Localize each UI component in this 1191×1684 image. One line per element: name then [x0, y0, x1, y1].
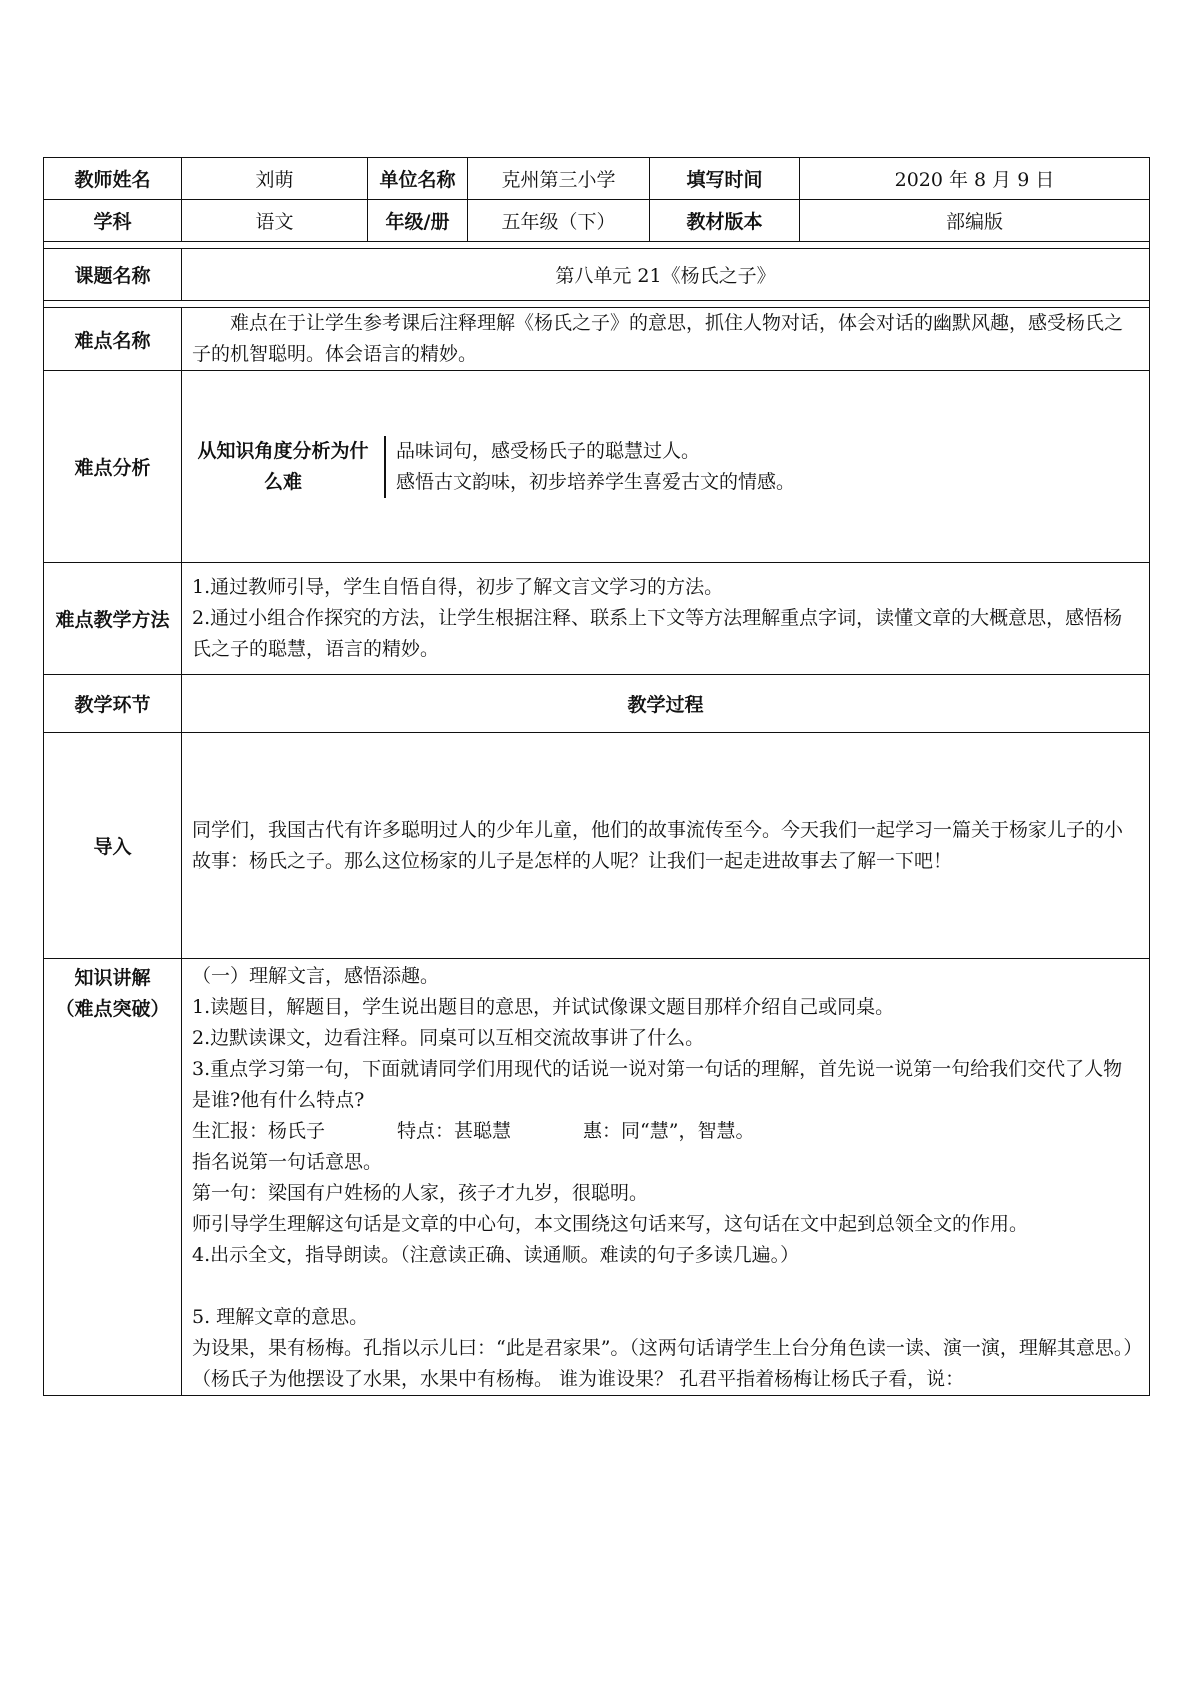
knowledge-line: （杨氏子为他摆设了水果，水果中有杨梅。 谁为谁设果？ 孔君平指着杨梅让杨氏子看，说：	[192, 1368, 965, 1390]
knowledge-line: 指名说第一句话意思。	[192, 1151, 383, 1173]
subject-label: 学科	[44, 200, 182, 242]
teacher-label: 教师姓名	[44, 158, 182, 200]
intro-row	[44, 733, 1150, 959]
edition-label: 教材版本	[650, 200, 800, 242]
knowledge-line: 2.边默读课文，边看注释。同桌可以互相交流故事讲了什么。	[192, 1027, 705, 1049]
analysis-reason-1: 品味词句，感受杨氏子的聪慧过人。	[396, 439, 701, 462]
lesson-plan-page	[43, 157, 1149, 1440]
analysis-content	[182, 371, 1150, 563]
method-line-1: 1.通过教师引导，学生自悟自得，初步了解文言文学习的方法。	[192, 576, 724, 598]
difficulty-row	[44, 308, 1150, 371]
spacer	[44, 301, 1150, 308]
spacer	[44, 242, 1150, 249]
date-label: 填写时间	[650, 158, 800, 200]
edition-value: 部编版	[800, 200, 1150, 242]
intro-label: 导入	[44, 733, 182, 959]
knowledge-label	[44, 959, 182, 1396]
method-content	[182, 563, 1150, 675]
analysis-reasons	[385, 436, 1149, 498]
knowledge-label-line-1: 知识讲解	[74, 967, 151, 989]
method-line-2: 2.通过小组合作探究的方法，让学生根据注释、联系上下文等方法理解重点字词，读懂文章的大概意思，感悟杨氏之子的聪慧，语言的精妙。	[192, 607, 1123, 660]
knowledge-line: 5. 理解文章的意思。	[192, 1306, 369, 1328]
analysis-inner-table	[182, 436, 1149, 498]
report-trait: 特点：甚聪慧	[397, 1120, 512, 1142]
process-header-row	[44, 675, 1150, 733]
topic-value: 第八单元 21《杨氏之子》	[182, 249, 1150, 301]
method-row	[44, 563, 1150, 675]
blank-line	[192, 1271, 1139, 1302]
method-label: 难点教学方法	[44, 563, 182, 675]
topic-row	[44, 249, 1150, 301]
date-value: 2020 年 8 月 9 日	[800, 158, 1150, 200]
lesson-plan-table	[43, 157, 1150, 1396]
difficulty-label: 难点名称	[44, 308, 182, 371]
knowledge-label-line-2: （难点突破）	[55, 998, 170, 1020]
knowledge-content	[182, 959, 1150, 1396]
unit-value: 克州第三小学	[468, 158, 650, 200]
subject-value: 语文	[182, 200, 368, 242]
knowledge-line: 师引导学生理解这句话是文章的中心句，本文围绕这句话来写，这句话在文中起到总领全文的作用。	[192, 1213, 1029, 1235]
analysis-reason-2: 感悟古文韵味，初步培养学生喜爱古文的情感。	[396, 470, 796, 493]
header-row-2	[44, 200, 1150, 242]
report-note: 惠：同“慧”，智慧。	[583, 1120, 755, 1142]
knowledge-line: 4.出示全文，指导朗读。（注意读正确、读通顺。难读的句子多读几遍。）	[192, 1244, 800, 1266]
grade-label: 年级/册	[368, 200, 468, 242]
knowledge-line: （一）理解文言，感悟添趣。	[192, 965, 440, 987]
analysis-label: 难点分析	[44, 371, 182, 563]
intro-value: 同学们，我国古代有许多聪明过人的少年儿童，他们的故事流传至今。今天我们一起学习一篇关于杨家儿子的小故事：杨氏之子。那么这位杨家的儿子是怎样的人呢？让我们一起走进故事去了解一下吧！	[182, 733, 1150, 959]
knowledge-line: 3.重点学习第一句，下面就请同学们用现代的话说一说对第一句话的理解，首先说一说第一句给我们交代了人物是谁?他有什么特点?	[192, 1058, 1123, 1111]
process-stage-label: 教学环节	[44, 675, 182, 733]
grade-value: 五年级（下）	[468, 200, 650, 242]
report-person: 生汇报：杨氏子	[192, 1120, 326, 1142]
student-report-line	[192, 1116, 1139, 1147]
knowledge-row	[44, 959, 1150, 1396]
header-row-1	[44, 158, 1150, 200]
knowledge-line: 1.读题目，解题目，学生说出题目的意思，并试试像课文题目那样介绍自己或同桌。	[192, 996, 895, 1018]
knowledge-line: 为设果，果有杨梅。孔指以示儿曰：“此是君家果”。（这两句话请学生上台分角色读一读、演一演，理解其意思。）	[192, 1337, 1143, 1359]
topic-label: 课题名称	[44, 249, 182, 301]
analysis-row	[44, 371, 1150, 563]
process-title: 教学过程	[182, 675, 1150, 733]
unit-label: 单位名称	[368, 158, 468, 200]
teacher-value: 刘萌	[182, 158, 368, 200]
knowledge-line: 第一句：梁国有户姓杨的人家，孩子才九岁，很聪明。	[192, 1182, 649, 1204]
difficulty-value: 难点在于让学生参考课后注释理解《杨氏之子》的意思，抓住人物对话，体会对话的幽默风趣，感受杨氏之子的机智聪明。体会语言的精妙。	[182, 308, 1150, 371]
analysis-sub-label: 从知识角度分析为什么难	[197, 439, 369, 493]
